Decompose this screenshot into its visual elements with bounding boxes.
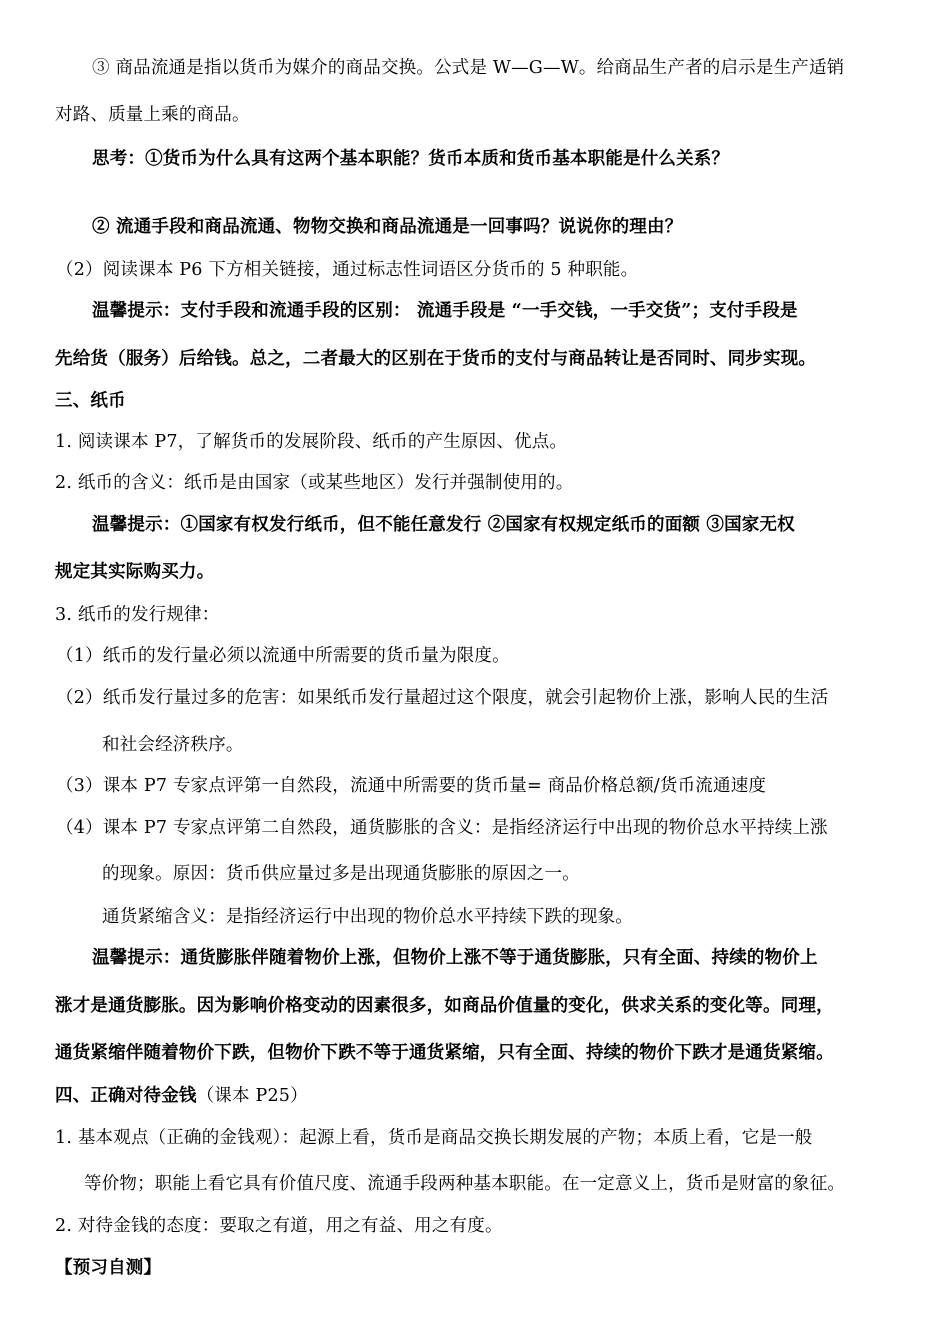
paragraph-commodity-circulation-cont: 对路、质量上乘的商品。 bbox=[55, 105, 250, 125]
money-view-item-1: 1. 基本观点（正确的金钱观）：起源上看，货币是商品交换长期发展的产物；本质上看，它是一般 bbox=[55, 1128, 813, 1148]
tip-state-rights: 温馨提示：①国家有权发行纸币，但不能任意发行 ②国家有权规定纸币的面额 ③国家无权 bbox=[92, 515, 795, 535]
tip-payment-vs-circulation-cont: 先给货（服务）后给钱。总之，二者最大的区别在于货币的支付与商品转让是否同时、同步实现。 bbox=[55, 349, 817, 369]
issuance-rule-4: （4）课本 P7 专家点评第二自然段，通货膨胀的含义：是指经济运行中出现的物价总水平持续上涨 bbox=[56, 818, 828, 838]
section-heading-money-attitude-title: 四、正确对待金钱 bbox=[55, 1086, 197, 1106]
paper-money-item-2: 2. 纸币的含义：纸币是由国家（或某些地区）发行并强制使用的。 bbox=[55, 473, 574, 493]
paper-money-item-3: 3. 纸币的发行规律： bbox=[55, 605, 220, 625]
issuance-rule-2-cont: 和社会经济秩序。 bbox=[102, 735, 244, 755]
think-question-2: ② 流通手段和商品流通、物物交换和商品流通是一回事吗？说说你的理由？ bbox=[92, 217, 683, 237]
section-heading-money-attitude bbox=[55, 1084, 308, 1108]
reading-task-p6: （2）阅读课本 P6 下方相关链接，通过标志性词语区分货币的 5 种职能。 bbox=[56, 260, 639, 280]
preview-self-test-heading: 【预习自测】 bbox=[55, 1258, 162, 1278]
tip-inflation-cont-2: 通货紧缩伴随着物价下跌，但物价下跌不等于通货紧缩，只有全面、持续的物价下跌才是通货紧缩。 bbox=[55, 1043, 834, 1063]
paper-money-item-1: 1. 阅读课本 P7，了解货币的发展阶段、纸币的产生原因、优点。 bbox=[55, 432, 568, 452]
money-view-item-1-cont: 等价物；职能上看它具有价值尺度、流通手段两种基本职能。在一定意义上，货币是财富的象征。 bbox=[84, 1174, 846, 1194]
section-heading-paper-money: 三、纸币 bbox=[55, 391, 126, 411]
think-question-1: 思考：①货币为什么具有这两个基本职能？货币本质和货币基本职能是什么关系？ bbox=[92, 149, 730, 169]
section-heading-money-attitude-ref: （课本 P25） bbox=[196, 1086, 308, 1106]
tip-inflation: 温馨提示：通货膨胀伴随着物价上涨，但物价上涨不等于通货膨胀，只有全面、持续的物价上 bbox=[92, 948, 818, 968]
tip-payment-vs-circulation: 温馨提示：支付手段和流通手段的区别： 流通手段是 “一手交钱，一手交货”；支付手段是 bbox=[92, 301, 798, 321]
issuance-rule-1: （1）纸币的发行量必须以流通中所需要的货币量为限度。 bbox=[56, 646, 510, 666]
issuance-rule-3: （3）课本 P7 专家点评第一自然段，流通中所需要的货币量= 商品价格总额/货币流通速度 bbox=[56, 776, 767, 796]
paragraph-commodity-circulation: ③ 商品流通是指以货币为媒介的商品交换。公式是 W—G—W。给商品生产者的启示是生产适销 bbox=[92, 58, 845, 78]
money-view-item-2: 2. 对待金钱的态度：要取之有道，用之有益、用之有度。 bbox=[55, 1216, 503, 1236]
issuance-rule-2: （2）纸币发行量过多的危害：如果纸币发行量超过这个限度，就会引起物价上涨，影响人民的生活 bbox=[56, 688, 829, 708]
deflation-definition: 通货紧缩含义：是指经济运行中出现的物价总水平持续下跌的现象。 bbox=[102, 907, 633, 927]
issuance-rule-4-cont: 的现象。原因：货币供应量过多是出现通货膨胀的原因之一。 bbox=[102, 864, 580, 884]
tip-state-rights-cont: 规定其实际购买力。 bbox=[55, 562, 215, 582]
tip-inflation-cont-1: 涨才是通货膨胀。因为影响价格变动的因素很多，如商品价值量的变化，供求关系的变化等。同理， bbox=[55, 996, 834, 1016]
